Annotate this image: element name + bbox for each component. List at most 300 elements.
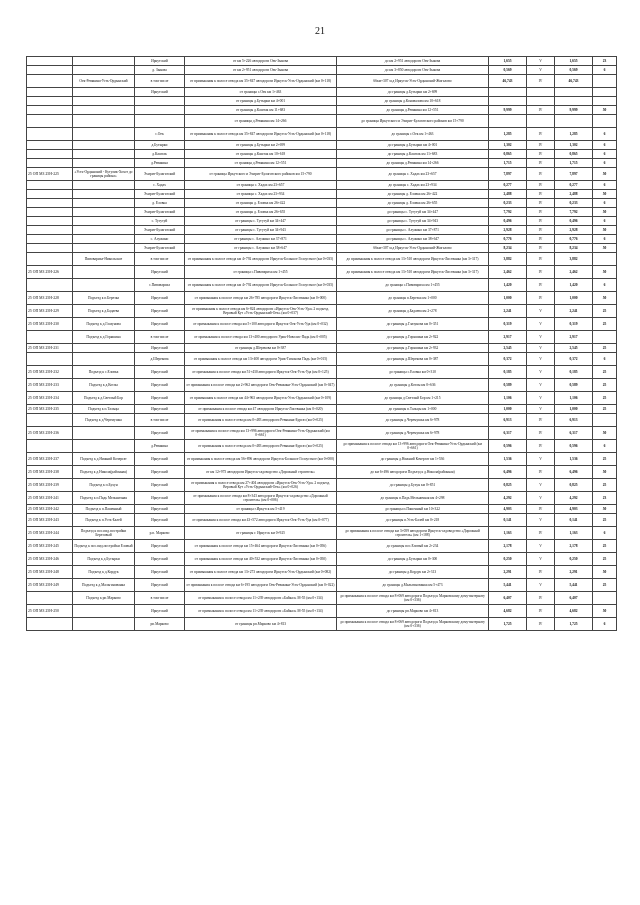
district-cell: Иркутский [135, 492, 185, 505]
segment-end-cell: до км 3+850 автодороги Оек-Зыкова [337, 66, 489, 75]
district-cell: Иркутский [135, 379, 185, 392]
segment-start-cell: от примыкания к полосе отвода км 5+100 автодороги Иркутск-Оек-Усть-Уда (км 0+032) [185, 318, 337, 331]
segment-end-cell: до границы д.Бадаева км 2+278 [337, 305, 489, 318]
segment-end-cell: до границы д.Светлый Бор км 1+215 [337, 392, 489, 405]
road-name-cell [73, 279, 135, 292]
segment-end-cell: до границы п.Березка км 1+000 [337, 292, 489, 305]
category-cell: IV [527, 618, 555, 631]
width-cell: 25 [593, 379, 617, 392]
road-code-cell: 25 ОП МЗ 25Н-248 [27, 566, 73, 579]
segment-start-cell: от примыкания к полосе отвода км 13+400 автодороги Урик-Новолис-Пядь (км 0+005) [185, 331, 337, 344]
total-length-cell: 2,462 [555, 266, 593, 279]
road-name-cell: Подъезд к п.Усть-Балей [73, 514, 135, 527]
total-length-cell: 2,178 [555, 540, 593, 553]
road-name-cell [73, 97, 135, 106]
road-name-cell: Подъезд к пос.пид.постройки Еловый [73, 540, 135, 553]
road-name-cell: Подъезд к п.Тальцы [73, 405, 135, 414]
total-length-cell [555, 115, 593, 128]
table-row [27, 57, 617, 66]
district-cell: с. Хадах [135, 181, 185, 190]
category-cell: V [527, 366, 555, 379]
table-row [27, 618, 617, 631]
category-cell: V [527, 392, 555, 405]
width-cell: 25 [593, 366, 617, 379]
road-code-cell: 25 ОП МЗ 25Н-244 [27, 527, 73, 540]
road-name-cell: Подъезд к д.Мальгинованка [73, 579, 135, 592]
road-name-cell: Подъезд к с.Еловка [73, 366, 135, 379]
category-cell: IV [527, 128, 555, 141]
table-row [27, 344, 617, 353]
table-row [27, 605, 617, 618]
segment-end-cell: до границы с.Пивоварихa км 1+455 [337, 279, 489, 292]
width-cell: 25 [593, 405, 617, 414]
road-name-cell [73, 440, 135, 453]
length-cell: 8,234 [489, 244, 527, 253]
road-code-cell [27, 159, 73, 168]
segment-end-cell: до границы д.Шерекова км 0+387 [337, 353, 489, 366]
district-cell: Иркутский [135, 318, 185, 331]
total-length-cell: 7,897 [555, 168, 593, 181]
road-code-cell [27, 66, 73, 75]
total-length-cell: 6,913 [555, 414, 593, 427]
road-code-cell [27, 128, 73, 141]
segment-end-cell: до примыкания к полосе отвода км 8+069 автодороги Подъезд к Марковскому дому-интернату (км 0+336) [337, 592, 489, 605]
road-code-cell [27, 414, 73, 427]
district-cell: в том числе [135, 414, 185, 427]
road-name-cell [73, 106, 135, 115]
road-code-cell: 25 ОП МЗ 25Н-243 [27, 514, 73, 527]
segment-end-cell: до границы д.Горяшина км 2+932 [337, 344, 489, 353]
district-cell: д.Бутырки [135, 141, 185, 150]
category-cell: IV [527, 605, 555, 618]
district-cell: Иркутский [135, 540, 185, 553]
road-name-cell [73, 235, 135, 244]
width-cell: 50 [593, 266, 617, 279]
district-cell: Иркутский [135, 579, 185, 592]
category-cell: IV [527, 208, 555, 217]
road-code-cell: 25 ОП МЗ 25Н-249 [27, 579, 73, 592]
category-cell: IV [527, 592, 555, 605]
district-cell: Иркутский [135, 392, 185, 405]
width-cell: 25 [593, 392, 617, 405]
length-cell: 0,596 [489, 440, 527, 453]
segment-end-cell: до границы с.Еловка км 0+310 [337, 366, 489, 379]
length-cell: 0,185 [489, 366, 527, 379]
road-code-cell [27, 440, 73, 453]
district-cell: Иркутский [135, 57, 185, 66]
road-name-cell [73, 217, 135, 226]
segment-start-cell: от границы с. Тугутуй км 34+943 [185, 226, 337, 235]
total-length-cell: 0,185 [555, 366, 593, 379]
road-name-cell [73, 66, 135, 75]
length-cell: 46,743 [489, 75, 527, 88]
road-name-cell: Подъезд к д.Кордук [73, 566, 135, 579]
category-cell: IV [527, 226, 555, 235]
width-cell: 50 [593, 427, 617, 440]
category-cell: IV [527, 235, 555, 244]
segment-end-cell: до границы п.Падь Мельничная км 4+298 [337, 492, 489, 505]
width-cell: 50 [593, 208, 617, 217]
width-cell: 25 [593, 540, 617, 553]
length-cell: 0,569 [489, 66, 527, 75]
segment-end-cell: до границы д. Еловка км 26+422 [337, 190, 489, 199]
road-name-cell [73, 605, 135, 618]
segment-start-cell: от границы д.Ревякина км 14+266 [185, 115, 337, 128]
segment-end-cell: до примыкания к полосе отвода км 13+996 автодороги Оек-Ревякина-Усть-Ордынский (км 0+661) [337, 440, 489, 453]
segment-start-cell: от границы Иркутского и Эхирит-Булагатского районов км 15+790 [185, 168, 337, 181]
category-cell: V [527, 540, 555, 553]
road-name-cell: Подъезд к д.Светлый Бор [73, 392, 135, 405]
road-code-cell [27, 199, 73, 208]
total-length-cell: 1,725 [555, 618, 593, 631]
road-code-cell: 25 ОП МЗ 25Н-230 [27, 318, 73, 331]
road-code-cell: 25 ОП МЗ 25Н-250 [27, 605, 73, 618]
category-cell: IV [527, 253, 555, 266]
segment-end-cell: до км 2+951 автодороги Оек-Зыкова [337, 57, 489, 66]
width-cell [593, 331, 617, 344]
road-name-cell [73, 353, 135, 366]
table-row [27, 414, 617, 427]
segment-start-cell: от примыкания к полосе отвода км 43+572 автодороги Иркутск-Оек-Усть-Уда (км 0+077) [185, 514, 337, 527]
road-name-cell [73, 244, 135, 253]
table-row [27, 305, 617, 318]
table-row [27, 505, 617, 514]
category-cell: V [527, 553, 555, 566]
road-code-cell [27, 253, 73, 266]
segment-start-cell: от границы д.Ревякина км 12+551 [185, 159, 337, 168]
width-cell: 25 [593, 553, 617, 566]
segment-end-cell: до границы д.Каштак км 11+683 [337, 150, 489, 159]
road-name-cell [73, 190, 135, 199]
width-cell [593, 97, 617, 106]
length-cell: 4,903 [489, 505, 527, 514]
width-cell: 6 [593, 217, 617, 226]
segment-start-cell: от примыкания к полосе отвода км 6+195 автодороги Оек-Ревякина-Усть-Ордынский (км 0+022) [185, 579, 337, 592]
total-length-cell: 9,999 [555, 106, 593, 115]
category-cell: IV [527, 279, 555, 292]
segment-end-cell: до границы с.Оек км 1+463 [337, 128, 489, 141]
segment-end-cell: до границы д.Горяшина км 2+922 [337, 331, 489, 344]
width-cell: 50 [593, 226, 617, 235]
segment-start-cell: от примыкания к полосе отвода км 51+430 автодороги Иркутск-Оек-Усть-Уда (км 0+125) [185, 366, 337, 379]
district-cell: д. Еловка [135, 199, 185, 208]
table-row [27, 66, 617, 75]
segment-start-cell: от границы д.Каштак км 10+618 [185, 150, 337, 159]
road-code-cell: 25 ОП МЗ 25Н-246 [27, 553, 73, 566]
road-name-cell: Подъезд к рп.Марково [73, 592, 135, 605]
total-length-cell: 46,743 [555, 75, 593, 88]
road-code-cell: 25 ОП МЗ 25Н-229 [27, 305, 73, 318]
segment-start-cell: от границы рп.Марково км 4+813 [185, 618, 337, 631]
road-code-cell: 25 ОП МЗ 25Н-242 [27, 505, 73, 514]
length-cell: 7,897 [489, 168, 527, 181]
total-length-cell: 1,302 [555, 141, 593, 150]
length-cell: 0,277 [489, 181, 527, 190]
length-cell: 2,488 [489, 190, 527, 199]
table-row [27, 253, 617, 266]
category-cell [527, 97, 555, 106]
segment-start-cell: от примыкания к полосе отвода км 4+792 автодороги Иркутск-Большое Голоустное (км 0+035) [185, 279, 337, 292]
length-cell: 1,715 [489, 159, 527, 168]
length-cell: 1,163 [489, 527, 527, 540]
roads-table [26, 56, 617, 631]
road-name-cell: Подъезд к д.Горяшина [73, 331, 135, 344]
road-name-cell: Подъезд к д.Нижний Кочергат [73, 453, 135, 466]
road-code-cell [27, 97, 73, 106]
width-cell: 6 [593, 279, 617, 292]
road-name-cell [73, 159, 135, 168]
table-row [27, 88, 617, 97]
table-row [27, 115, 617, 128]
width-cell [593, 592, 617, 605]
road-code-cell [27, 190, 73, 199]
category-cell: V [527, 331, 555, 344]
table-row [27, 479, 617, 492]
district-cell: р.п. Марково [135, 527, 185, 540]
district-cell: в том числе [135, 592, 185, 605]
table-row [27, 75, 617, 88]
length-cell: 1,302 [489, 141, 527, 150]
road-code-cell [27, 279, 73, 292]
length-cell: 4,292 [489, 492, 527, 505]
road-name-cell [73, 150, 135, 159]
category-cell: V [527, 344, 555, 353]
category-cell: V [527, 579, 555, 592]
length-cell: 7,792 [489, 208, 527, 217]
segment-end-cell: до границы с. Алужино км 37+871 [337, 226, 489, 235]
segment-end-cell: до границы п.Усть-Балей км 0+218 [337, 514, 489, 527]
total-length-cell: 7,792 [555, 208, 593, 217]
segment-end-cell: до границы д.Бутырки км 4+001 [337, 141, 489, 150]
width-cell: 50 [593, 292, 617, 305]
table-row [27, 440, 617, 453]
segment-start-cell: от границы с.Пивоварихa км 1+455 [185, 266, 337, 279]
road-name-cell [73, 141, 135, 150]
segment-end-cell: до границы с. Тугутуй км 34+943 [337, 217, 489, 226]
road-name-cell: Подъезд к пос.пид.постройки Березовый [73, 527, 135, 540]
total-length-cell: 2,488 [555, 190, 593, 199]
district-cell: с. Тугутуй [135, 217, 185, 226]
segment-end-cell: 66км+307 м.д Иркутск-Усть-Ордынский-Жигалово [337, 244, 489, 253]
district-cell: Иркутский [135, 344, 185, 353]
width-cell: 6 [593, 141, 617, 150]
table-row [27, 427, 617, 440]
segment-end-cell: до примыкания к полосе отвода км 3+059 автодороги Иркутск-садоводство «Дорожный строитель» (км 1+188) [337, 527, 489, 540]
width-cell: 25 [593, 453, 617, 466]
road-name-cell: Подъезд к д.Никола(районная) [73, 466, 135, 479]
road-code-cell [27, 592, 73, 605]
width-cell: 50 [593, 190, 617, 199]
district-cell: Иркутский [135, 366, 185, 379]
segment-start-cell: от примыкания к полосе отвода км 56+896 автодороги Иркутск-Большое Голоустное (км 0+000) [185, 453, 337, 466]
segment-end-cell: до границы с. Хадах км 23+657 [337, 168, 489, 181]
district-cell: с. Алужино [135, 235, 185, 244]
table-row [27, 141, 617, 150]
road-code-cell [27, 217, 73, 226]
table-row [27, 353, 617, 366]
category-cell: V [527, 57, 555, 66]
district-cell: Иркутский [135, 427, 185, 440]
category-cell: V [527, 318, 555, 331]
district-cell: с.Пивоварихa [135, 279, 185, 292]
width-cell: 6 [593, 235, 617, 244]
segment-end-cell: до границы д.Нижний Кочергат км 1+536 [337, 453, 489, 466]
road-code-cell: 25 ОП МЗ 25Н-235 [27, 405, 73, 414]
length-cell: 0,319 [489, 318, 527, 331]
road-name-cell: Подъезд к д.Котлы [73, 379, 135, 392]
total-length-cell: 6,407 [555, 592, 593, 605]
length-cell: 6,913 [489, 414, 527, 427]
table-row [27, 150, 617, 159]
category-cell [527, 115, 555, 128]
total-length-cell: 0,141 [555, 514, 593, 527]
district-cell: д.Каштак [135, 150, 185, 159]
segment-end-cell: до границы д.Черемушка км 6+978 [337, 414, 489, 427]
length-cell: 6,317 [489, 427, 527, 440]
total-length-cell: 1,715 [555, 159, 593, 168]
category-cell: V [527, 492, 555, 505]
road-name-cell: Подъезд к д.Бутырки [73, 553, 135, 566]
length-cell: 9,999 [489, 106, 527, 115]
length-cell: 0,496 [489, 217, 527, 226]
width-cell: 50 [593, 505, 617, 514]
segment-end-cell: до границы д.Бухун км 0+851 [337, 479, 489, 492]
road-code-cell [27, 57, 73, 66]
road-name-cell [73, 181, 135, 190]
segment-end-cell: до границы д.Мальгинованка км 5+473 [337, 579, 489, 592]
road-name-cell [73, 344, 135, 353]
width-cell: 25 [593, 318, 617, 331]
table-row [27, 199, 617, 208]
table-row [27, 331, 617, 344]
length-cell: 0,825 [489, 479, 527, 492]
length-cell [489, 88, 527, 97]
table-row [27, 492, 617, 505]
district-cell: Эхирит-Булагатский [135, 244, 185, 253]
width-cell: 6 [593, 353, 617, 366]
length-cell: 0,865 [489, 150, 527, 159]
category-cell: IV [527, 181, 555, 190]
road-code-cell [27, 75, 73, 88]
road-code-cell [27, 618, 73, 631]
total-length-cell: 0,596 [555, 440, 593, 453]
segment-end-cell: до границы д.Кордук км 2+313 [337, 566, 489, 579]
length-cell: 3,882 [489, 253, 527, 266]
page-number: 21 [315, 26, 325, 37]
table-row [27, 566, 617, 579]
segment-start-cell: от примыкания к полосе отвода км 35+847 автодороги Иркутск-Усть-Ордынский (км 0+118) [185, 128, 337, 141]
segment-end-cell: до границы с. Хадах км 23+934 [337, 181, 489, 190]
total-length-cell: 0,372 [555, 353, 593, 366]
width-cell: 6 [593, 181, 617, 190]
road-name-cell [73, 57, 135, 66]
road-name-cell [73, 208, 135, 217]
segment-start-cell: от границы д.Бутырки км 4+001 [185, 97, 337, 106]
road-code-cell: 25 ОП МЗ 25Н-241 [27, 492, 73, 505]
segment-end-cell: до границы Иркутского и Эхирит-Булагатского районов км 15+790 [337, 115, 489, 128]
district-cell: д.Ревякина [135, 440, 185, 453]
table-row [27, 159, 617, 168]
segment-start-cell: от примыкания к полосе отвода км 26+785 автодороги Иркутск-Листвянка (км 0+000) [185, 292, 337, 305]
road-code-cell [27, 141, 73, 150]
district-cell: с.Оек [135, 128, 185, 141]
segment-end-cell: до границы пос.Еловый км 2+234 [337, 540, 489, 553]
segment-start-cell: от км 2+951 автодороги Оек-Зыкова [185, 66, 337, 75]
length-cell: 0,233 [489, 199, 527, 208]
segment-start-cell: от примыкания к полосе отвода км 47 автодороги Иркутск-Листвянка (км 0+020) [185, 405, 337, 414]
road-name-cell: Пивоварихa-Никольское [73, 253, 135, 266]
district-cell: Иркутский [135, 305, 185, 318]
category-cell: V [527, 405, 555, 414]
table-row [27, 540, 617, 553]
district-cell: Эхирит-Булагатский [135, 226, 185, 235]
length-cell [489, 97, 527, 106]
district-cell: Эхирит-Булагатский [135, 168, 185, 181]
road-name-cell [73, 427, 135, 440]
district-cell: д. Зыкова [135, 66, 185, 75]
total-length-cell: 1,106 [555, 392, 593, 405]
road-code-cell: 25 ОП МЗ 25Н-233 [27, 379, 73, 392]
table-row [27, 106, 617, 115]
road-name-cell: Подъезд к п.Березка [73, 292, 135, 305]
segment-start-cell: от примыкания к полосе отвода км 4+792 автодороги Иркутск-Большое Голоустное (км 0+035) [185, 253, 337, 266]
total-length-cell: 4,903 [555, 505, 593, 514]
length-cell: 2,291 [489, 566, 527, 579]
table-row [27, 592, 617, 605]
district-cell: в том числе [135, 253, 185, 266]
district-cell [135, 115, 185, 128]
road-code-cell: 25 ОП МЗ 25Н-237 [27, 453, 73, 466]
category-cell: V [527, 453, 555, 466]
segment-start-cell: от границы д. Еловка км 26+655 [185, 208, 337, 217]
road-code-cell [27, 244, 73, 253]
segment-start-cell: от км 5+226 автодороги Оек-Зыкова [185, 57, 337, 66]
length-cell: 1,655 [489, 57, 527, 66]
segment-end-cell: до границы д.Бутырки км 0+300 [337, 553, 489, 566]
length-cell: 1,000 [489, 292, 527, 305]
total-length-cell: 1,655 [555, 57, 593, 66]
total-length-cell: 4,292 [555, 492, 593, 505]
category-cell: IV [527, 244, 555, 253]
table-row [27, 553, 617, 566]
road-name-cell [73, 226, 135, 235]
category-cell: IV [527, 141, 555, 150]
length-cell: 1,536 [489, 453, 527, 466]
road-code-cell [27, 115, 73, 128]
segment-end-cell: до границы рп.Марково км 4+813 [337, 605, 489, 618]
road-code-cell: 25 ОП МЗ 25Н-225 [27, 168, 73, 181]
length-cell: 6,496 [489, 466, 527, 479]
segment-end-cell: до границы п.Пашенный км 10+322 [337, 505, 489, 514]
segment-end-cell: 66км+307 м.д Иркутск-Усть-Ордынский-Жигалово [337, 75, 489, 88]
road-name-cell: «Усть-Ордынский - Кутулик-Хохот до границы района» [73, 168, 135, 181]
total-length-cell: 0,569 [555, 66, 593, 75]
district-cell: Иркутский [135, 514, 185, 527]
total-length-cell: 1,285 [555, 128, 593, 141]
length-cell [489, 115, 527, 128]
width-cell [593, 75, 617, 88]
total-length-cell: 4,682 [555, 605, 593, 618]
width-cell: 6 [593, 66, 617, 75]
road-code-cell [27, 106, 73, 115]
district-cell: Иркутский [135, 405, 185, 414]
width-cell: 6 [593, 527, 617, 540]
district-cell: Иркутский [135, 466, 185, 479]
road-code-cell: 25 ОП МЗ 25Н-238 [27, 466, 73, 479]
length-cell: 1,420 [489, 279, 527, 292]
segment-end-cell: до границы п.Тальцы км 1+000 [337, 405, 489, 414]
road-code-cell: 25 ОП МЗ 25Н-228 [27, 292, 73, 305]
